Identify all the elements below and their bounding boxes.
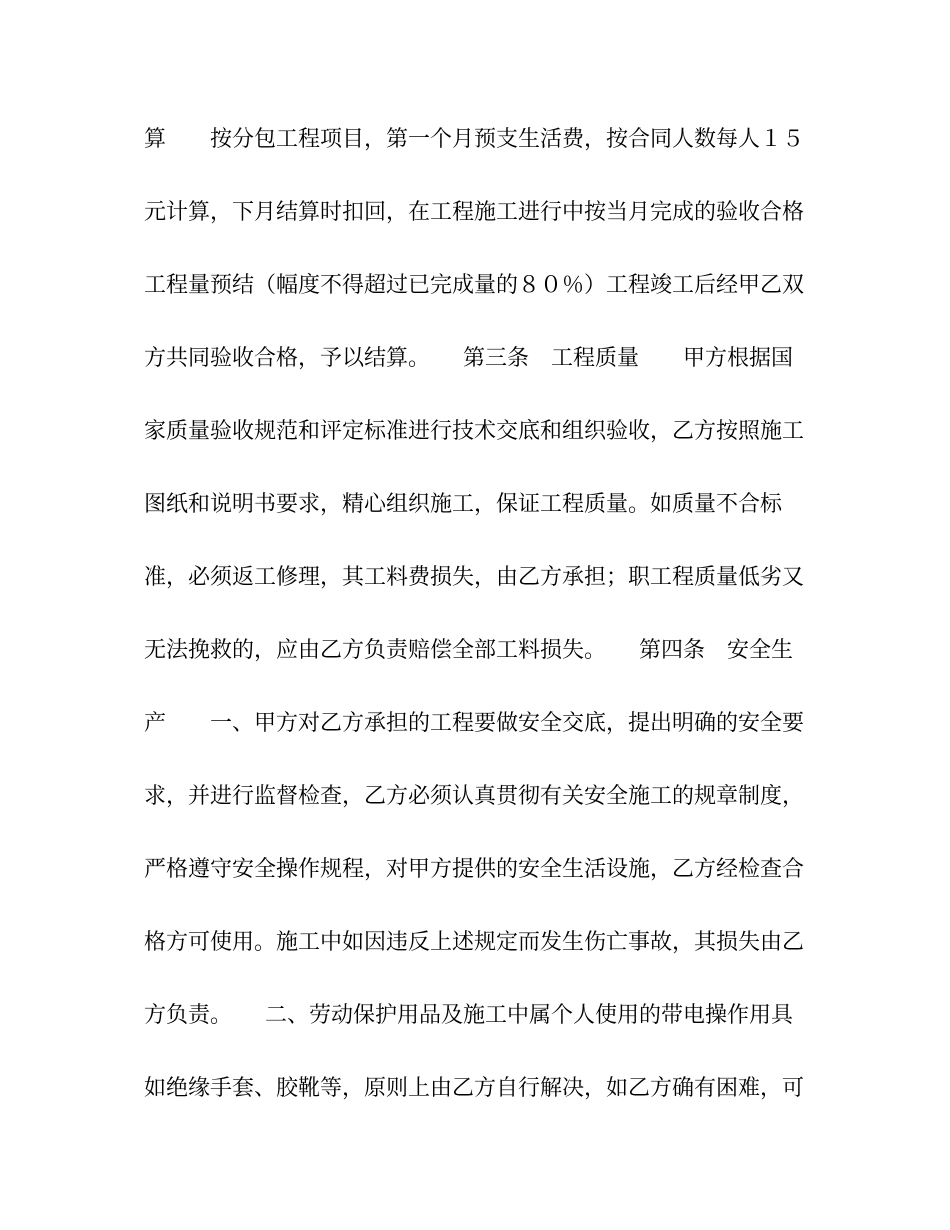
text-line: 严格遵守安全操作规程，对甲方提供的安全生活设施，乙方经检查合 [144,857,804,882]
text-line: 准，必须返工修理，其工料费损失，由乙方承担；职工程质量低劣又 [144,565,804,590]
text-line: 求，并进行监督检查，乙方必须认真贯彻有关安全施工的规章制度， [144,784,804,809]
text-line: 家质量验收规范和评定标准进行技术交底和组织验收，乙方按照施工 [144,419,804,444]
text-line: 工程量预结（幅度不得超过已完成量的８０％）工程竣工后经甲乙双 [144,273,804,298]
text-line: 算 按分包工程项目，第一个月预支生活费，按合同人数每人１５ [144,127,804,152]
text-line: 无法挽救的，应由乙方负责赔偿全部工料损失。 第四条 安全生 [144,638,794,663]
text-line: 图纸和说明书要求，精心组织施工，保证工程质量。如质量不合标 [144,492,783,517]
text-line: 元计算，下月结算时扣回，在工程施工进行中按当月完成的验收合格 [144,200,804,225]
document-body [144,122,804,1144]
text-line: 产 一、甲方对乙方承担的工程要做安全交底，提出明确的安全要 [144,711,804,736]
text-line: 格方可使用。施工中如因违反上述规定而发生伤亡事故，其损失由乙 [144,930,804,955]
text-line: 如绝缘手套、胶靴等，原则上由乙方自行解决，如乙方确有困难，可 [144,1076,804,1101]
text-line: 方负责。 二、劳动保护用品及施工中属个人使用的带电操作用具 [144,1003,794,1028]
text-line: 方共同验收合格，予以结算。 第三条 工程质量 甲方根据国 [144,346,794,371]
